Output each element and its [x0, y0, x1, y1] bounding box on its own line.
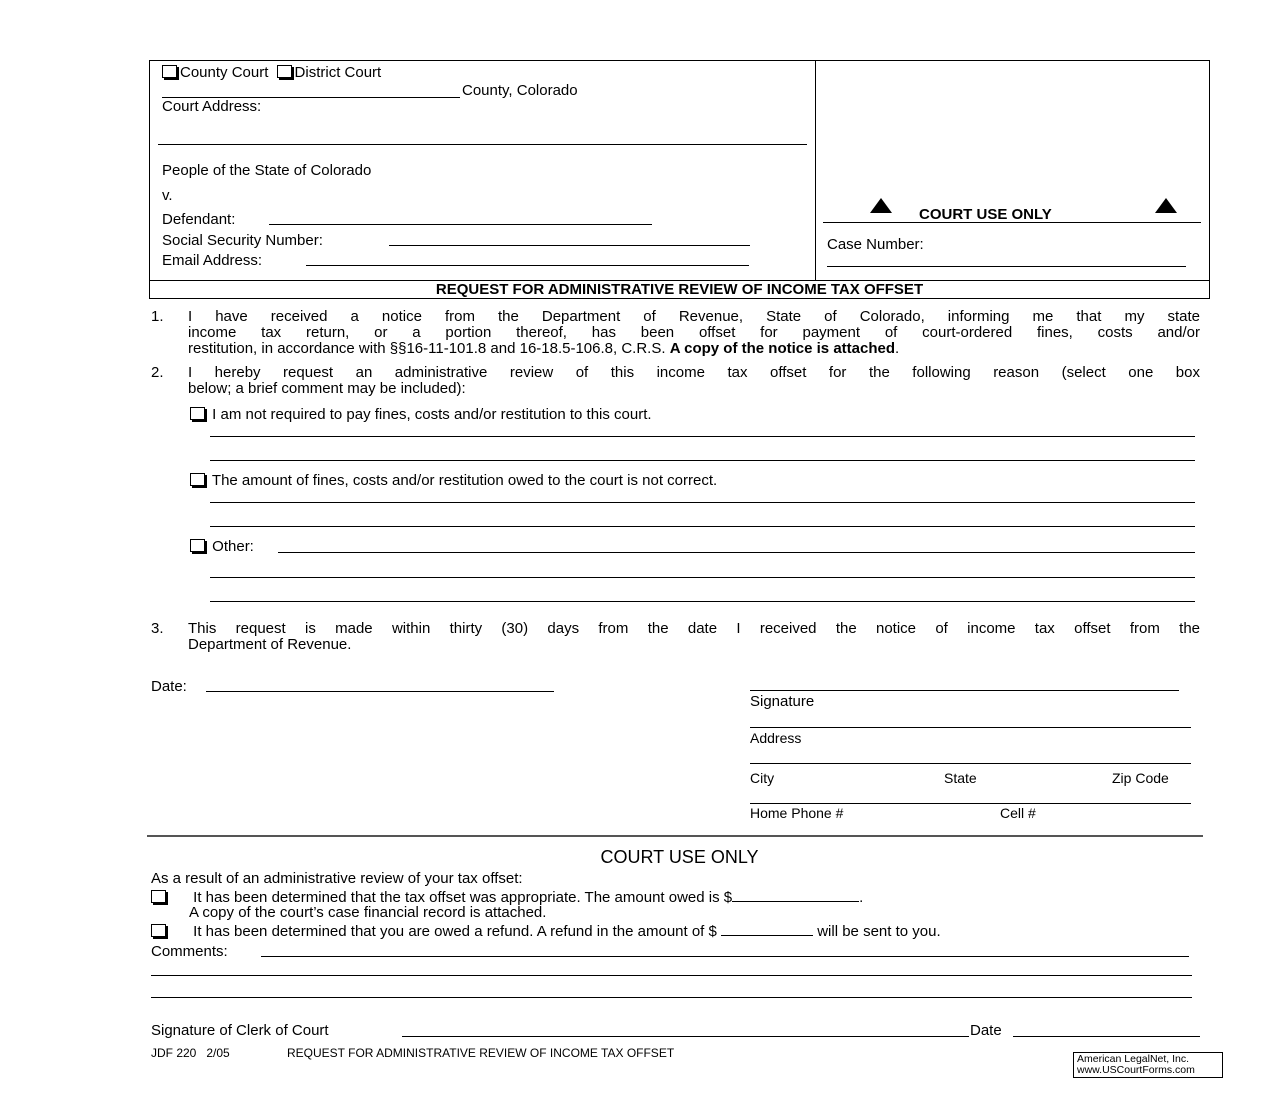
comments-field-2[interactable]	[151, 975, 1192, 976]
option1-comment-line-1[interactable]	[210, 436, 1195, 437]
section-divider	[147, 835, 1203, 837]
form-title: REQUEST FOR ADMINISTRATIVE REVIEW OF INCOME TAX OFFSET	[435, 281, 924, 298]
check1-checkbox[interactable]	[151, 890, 166, 903]
clerk-signature-field[interactable]	[402, 1036, 969, 1037]
option2-comment-line-2[interactable]	[210, 526, 1195, 527]
item1-line3-text: restitution, in accordance with §§16-11-101.8 and 16-18.5-106.8, C.R.S.	[188, 340, 666, 357]
refund-amount-field[interactable]	[721, 923, 813, 936]
item1-line3	[188, 341, 899, 356]
defendant-label: Defendant:	[162, 211, 236, 228]
court-type-row	[162, 65, 381, 80]
city-label: City	[750, 770, 775, 786]
cell-label: Cell #	[1000, 805, 1036, 821]
comments-label: Comments:	[151, 943, 228, 960]
publisher-name: American LegalNet, Inc.	[1077, 1053, 1190, 1065]
option3-comment-line-1[interactable]	[210, 577, 1195, 578]
district-court-checkbox[interactable]	[277, 65, 292, 78]
item1-number: 1.	[151, 308, 164, 325]
court-address-field[interactable]	[158, 144, 807, 145]
item1-line2: income tax return, or a portion thereof, has been offset for payment of court-ordered fines, costs and/or	[188, 324, 1200, 341]
option2	[190, 473, 717, 488]
check2-checkbox[interactable]	[151, 924, 166, 937]
item3-line1: This request is made within thirty (30) days from the date I received the notice of income tax offset from the	[188, 620, 1200, 637]
signature-label: Signature	[750, 693, 815, 710]
publisher-url: www.USCourtForms.com	[1077, 1064, 1195, 1076]
court-address-label: Court Address:	[162, 98, 262, 115]
check1-end: .	[859, 889, 864, 906]
phone-field[interactable]	[750, 803, 1191, 804]
option2-checkbox[interactable]	[190, 473, 205, 486]
form-id: JDF 220 2/05	[151, 1046, 230, 1060]
comments-field-3[interactable]	[151, 997, 1192, 998]
check1-text: It has been determined that the tax offset was appropriate. The amount owed is $	[193, 889, 733, 906]
zip-label: Zip Code	[1112, 770, 1169, 786]
case-number-label: Case Number:	[827, 236, 924, 253]
up-arrow-left-icon	[870, 198, 892, 213]
clerk-date-field[interactable]	[1013, 1036, 1200, 1037]
clerk-date-label: Date	[970, 1022, 1002, 1039]
comments-field-1[interactable]	[261, 956, 1189, 957]
ssn-field[interactable]	[389, 245, 750, 246]
option3-checkbox[interactable]	[190, 539, 205, 552]
address-label: Address	[750, 730, 802, 746]
caption-divider-vertical	[815, 60, 816, 280]
up-arrow-right-icon	[1155, 198, 1177, 213]
signature-field[interactable]	[750, 690, 1179, 691]
email-field[interactable]	[306, 265, 749, 266]
option1-comment-line-2[interactable]	[210, 460, 1195, 461]
district-court-label: District Court	[294, 64, 382, 81]
option3-other-field[interactable]	[278, 552, 1195, 553]
address-field[interactable]	[750, 727, 1191, 728]
option2-label: The amount of fines, costs and/or restitution owed to the court is not correct.	[211, 472, 718, 489]
court-use-only-label: COURT USE ONLY	[919, 206, 1052, 223]
option3-comment-line-2[interactable]	[210, 601, 1195, 602]
people-label: People of the State of Colorado	[162, 162, 372, 179]
court-section-intro: As a result of an administrative review of your tax offset:	[151, 870, 523, 887]
item1-line3-end: .	[895, 340, 900, 357]
item2-line2: below; a brief comment may be included):	[188, 380, 466, 397]
option1-checkbox[interactable]	[190, 407, 205, 420]
item2-line1: I hereby request an administrative review of this income tax offset for the following reason (select one box	[188, 364, 1200, 381]
check1-row	[151, 889, 863, 905]
state-label: State	[944, 770, 977, 786]
county-colorado-label: County, Colorado	[462, 82, 578, 99]
check2-end: will be sent to you.	[817, 923, 941, 940]
footer-form-title: REQUEST FOR ADMINISTRATIVE REVIEW OF INCOME TAX OFFSET	[287, 1046, 675, 1060]
clerk-signature-label: Signature of Clerk of Court	[151, 1022, 329, 1039]
item2-number: 2.	[151, 364, 164, 381]
county-court-label: County Court	[180, 64, 269, 81]
caption-box	[149, 60, 1210, 299]
option1	[190, 407, 652, 422]
option3	[190, 539, 254, 554]
city-state-zip-field[interactable]	[750, 763, 1191, 764]
item3-line2: Department of Revenue.	[188, 636, 352, 653]
option2-comment-line-1[interactable]	[210, 502, 1195, 503]
option3-label: Other:	[212, 538, 254, 555]
court-section-heading: COURT USE ONLY	[600, 847, 759, 867]
check2-text: It has been determined that you are owed a refund. A refund in the amount of $	[193, 923, 717, 940]
check2-row	[151, 923, 941, 939]
versus-label: v.	[162, 187, 173, 204]
date-field[interactable]	[206, 691, 554, 692]
defendant-field[interactable]	[269, 224, 652, 225]
publisher-box	[1073, 1052, 1223, 1078]
ssn-label: Social Security Number:	[162, 232, 323, 249]
amount-owed-field[interactable]	[732, 889, 859, 902]
case-number-field[interactable]	[827, 266, 1186, 267]
court-use-divider	[823, 222, 1201, 223]
email-label: Email Address:	[162, 252, 263, 269]
item1-line1: I have received a notice from the Department of Revenue, State of Colorado, informing me that my state	[188, 308, 1200, 325]
item3-number: 3.	[151, 620, 164, 637]
check1-line2: A copy of the court’s case financial record is attached.	[189, 904, 547, 921]
county-court-checkbox[interactable]	[162, 65, 177, 78]
item1-notice-attached: A copy of the notice is attached	[669, 340, 896, 357]
date-label: Date:	[151, 678, 187, 695]
home-phone-label: Home Phone #	[750, 805, 844, 821]
option1-label: I am not required to pay fines, costs and/or restitution to this court.	[212, 406, 652, 423]
